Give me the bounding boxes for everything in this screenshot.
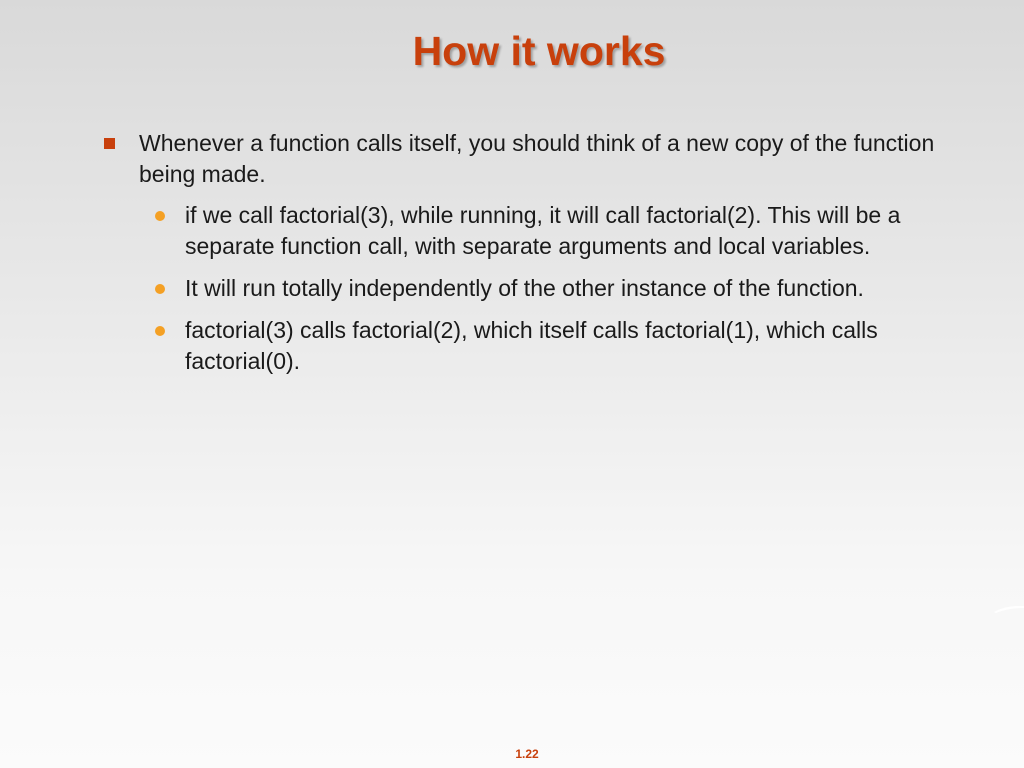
- sub-bullet-text: factorial(3) calls factorial(2), which itself calls factorial(1), which calls factorial(0).: [185, 317, 878, 374]
- dot-bullet-icon: [155, 326, 165, 336]
- sub-bullet-item: [0, 200, 930, 262]
- sub-bullet-item: [0, 315, 930, 377]
- slide-content: [0, 128, 1024, 388]
- page-number: 1.22: [515, 747, 539, 761]
- dot-bullet-icon: [155, 211, 165, 221]
- bullet-text: Whenever a function calls itself, you should think of a new copy of the function being made.: [139, 130, 935, 187]
- slide-title: How it works: [412, 28, 666, 74]
- sub-bullet-text: if we call factorial(3), while running, it will call factorial(2). This will be a separate function call, with separate arguments and local variables.: [185, 202, 901, 259]
- dot-bullet-icon: [155, 284, 165, 294]
- bullet-item: [0, 128, 939, 190]
- sub-bullet-text: It will run totally independently of the other instance of the function.: [185, 275, 864, 301]
- sub-bullet-item: [0, 273, 930, 304]
- sub-bullet-list: [0, 200, 1024, 377]
- decorative-swoosh-icon: [994, 604, 1024, 614]
- square-bullet-icon: [104, 138, 115, 149]
